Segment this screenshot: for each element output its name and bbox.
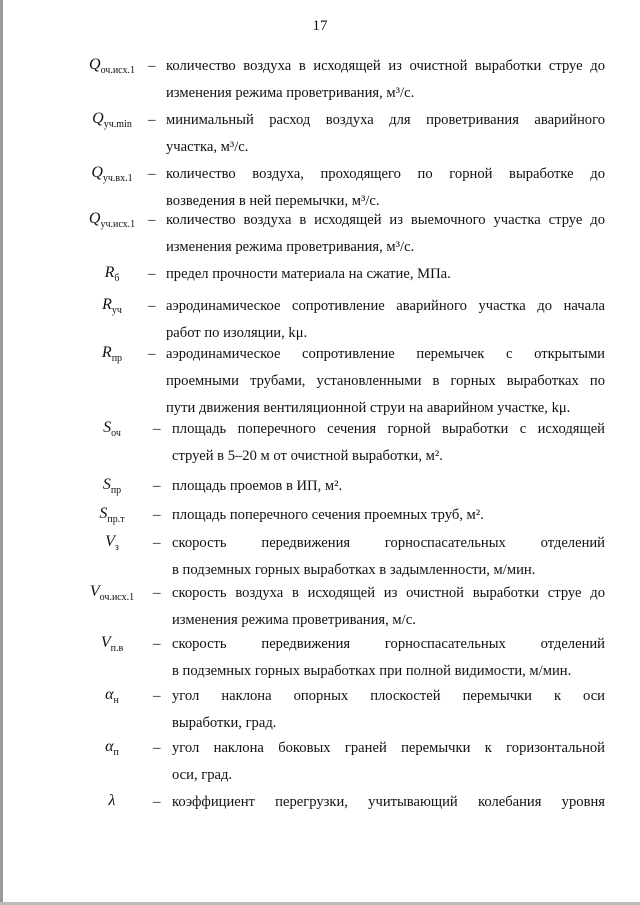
definition-dash: –: [153, 688, 161, 704]
symbol-letter: α: [105, 686, 114, 703]
definition-line: площадь поперечного сечения проемных труб, м².: [172, 507, 484, 523]
definition-dash: –: [148, 166, 156, 182]
symbol-letter: S: [102, 476, 111, 493]
symbol-letter: λ: [108, 792, 116, 809]
definition-dash: –: [153, 535, 161, 551]
symbol-letter: S: [103, 419, 112, 436]
definition-line: скорость передвижения горноспасательных отделений: [172, 535, 605, 551]
scan-edge-left: [0, 0, 3, 905]
symbol-letter: V: [105, 533, 115, 550]
definition-line: изменения режима проветривания, м³/с.: [166, 239, 415, 255]
definition-line: предел прочности материала на сжатие, МПа.: [166, 266, 451, 282]
definition-line: возведения в ней перемычки, м³/с.: [166, 193, 380, 209]
symbol-letter: Q: [91, 164, 103, 181]
definition-dash: –: [148, 212, 156, 228]
symbol-subscript: уч.исх.1: [100, 219, 136, 231]
symbol-subscript: уч.вх.1: [102, 173, 133, 185]
definition-line: участка, м³/с.: [166, 139, 249, 155]
definition-line: проемными трубами, установленными в горных выработках по: [166, 373, 605, 389]
definition-line: минимальный расход воздуха для проветривания аварийного: [166, 112, 605, 128]
symbol-letter: V: [100, 634, 111, 651]
symbol-subscript: б: [114, 273, 120, 285]
definition-line: аэродинамическое сопротивление перемычек с открытыми: [166, 346, 605, 362]
definition-line: оси, град.: [172, 767, 233, 783]
definition-dash: –: [148, 266, 156, 282]
definition-line: аэродинамическое сопротивление аварийного участка до начала: [166, 298, 605, 314]
definition-dash: –: [148, 346, 156, 362]
definition-line: скорость воздуха в исходящей из очистной выработки струе до: [172, 585, 605, 601]
definition-dash: –: [148, 298, 156, 314]
definition-dash: –: [153, 636, 161, 652]
definition-dash: –: [153, 740, 161, 756]
definition-dash: –: [153, 794, 161, 810]
definition-line: площадь проемов в ИП, м².: [172, 478, 343, 494]
definition-line: струей в 5–20 м от очистной выработки, м².: [172, 448, 443, 464]
definition-line: количество воздуха в исходящей из очистной выработки струе до: [166, 58, 605, 74]
symbol-letter: R: [102, 296, 112, 313]
definition-dash: –: [148, 58, 156, 74]
symbol-subscript: уч.min: [103, 119, 132, 131]
symbol-subscript: пр: [110, 485, 122, 497]
definition-line: изменения режима проветривания, м/с.: [172, 612, 416, 628]
definition-line: пути движения вентиляционной струи на аварийном участке, kμ.: [166, 400, 571, 416]
symbol-subscript: оч: [111, 428, 121, 440]
definition-line: площадь поперечного сечения горной выработки с исходящей: [172, 421, 605, 437]
definition-line: количество воздуха в исходящей из выемочного участка струе до: [166, 212, 605, 228]
definition-line: количество воздуха, проходящего по горной выработке до: [166, 166, 605, 182]
definition-line: изменения режима проветривания, м³/с.: [166, 85, 415, 101]
symbol-subscript: п.в: [110, 643, 124, 655]
symbol-letter: R: [104, 264, 115, 281]
symbol-subscript: пр: [111, 353, 123, 365]
definition-dash: –: [153, 585, 161, 601]
symbol-subscript: оч.исх.1: [100, 65, 135, 77]
definition-line: скорость передвижения горноспасательных отделений: [172, 636, 605, 652]
symbol-subscript: пр.т: [107, 514, 125, 526]
symbol-subscript: п: [113, 747, 119, 759]
symbol-letter: α: [105, 738, 114, 755]
symbol-subscript: уч: [111, 305, 122, 317]
definition-line: в подземных горных выработках в задымленности, м/мин.: [172, 562, 536, 578]
definition-line: коэффициент перегрузки, учитывающий колебания уровня: [172, 794, 605, 810]
definition-line: в подземных горных выработках при полной видимости, м/мин.: [172, 663, 572, 679]
symbol-letter: Q: [92, 110, 104, 127]
definition-dash: –: [153, 478, 161, 494]
symbol-letter: Q: [88, 210, 101, 227]
symbol-subscript: н: [113, 695, 119, 707]
definition-line: выработки, град.: [172, 715, 277, 731]
page-number: 17: [312, 18, 328, 34]
definition-dash: –: [148, 112, 156, 128]
symbol-subscript: з: [114, 542, 119, 554]
symbol-letter: V: [89, 583, 100, 600]
symbol-subscript: оч.исх.1: [99, 592, 135, 604]
symbol-letter: R: [101, 344, 112, 361]
definition-dash: –: [153, 507, 161, 523]
definition-line: угол наклона боковых граней перемычки к горизонтальной: [172, 740, 605, 756]
definition-dash: –: [153, 421, 161, 437]
symbol-letter: S: [99, 505, 108, 522]
definition-line: работ по изоляции, kμ.: [166, 325, 308, 341]
symbol-letter: Q: [89, 56, 101, 73]
definition-line: угол наклона опорных плоскостей перемычки к оси: [172, 688, 605, 704]
